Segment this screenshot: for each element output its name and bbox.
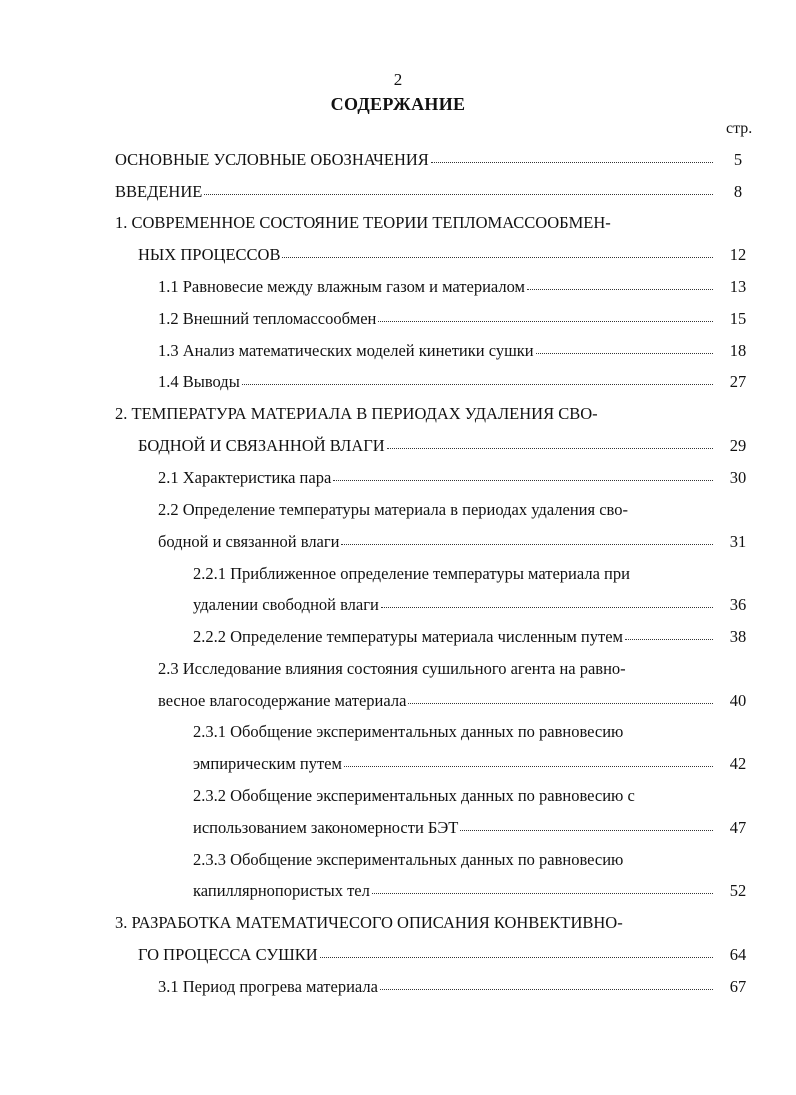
toc-entry[interactable]: БОДНОЙ И СВЯЗАННОЙ ВЛАГИ	[138, 434, 715, 458]
toc-page-number: 27	[729, 372, 747, 391]
toc-entry[interactable]: 3. РАЗРАБОТКА МАТЕМАТИЧЕСОГО ОПИСАНИЯ КОНВЕКТИВНО-	[115, 913, 623, 932]
toc-entry[interactable]: НЫХ ПРОЦЕССОВ	[138, 243, 715, 267]
toc-entry[interactable]: 3.1 Период прогрева материала	[158, 975, 715, 999]
toc-page-number: 47	[729, 818, 747, 837]
toc-entry[interactable]: 2.3 Исследование влияния состояния сушильного агента на равно-	[158, 659, 626, 678]
toc-entry[interactable]: 1.2 Внешний тепломассообмен	[158, 307, 715, 331]
toc-entry[interactable]: 2.2.2 Определение температуры материала численным путем	[193, 625, 715, 649]
page-title: СОДЕРЖАНИЕ	[330, 94, 466, 114]
toc-entry[interactable]: ГО ПРОЦЕССА СУШКИ	[138, 943, 715, 967]
toc-page-number: 8	[733, 182, 743, 201]
toc-entry[interactable]: 2.3.2 Обобщение экспериментальных данных по равновесию с	[193, 786, 635, 805]
toc-page-number: 15	[729, 309, 747, 328]
toc-page-number: 5	[733, 150, 743, 169]
toc-page-number: 38	[729, 627, 747, 646]
toc-entry[interactable]: весное влагосодержание материала	[158, 689, 715, 713]
toc-page-number: 30	[729, 468, 747, 487]
toc-entry[interactable]: ВВЕДЕНИЕ	[115, 180, 715, 204]
toc-page-number: 64	[729, 945, 747, 964]
toc-page-number: 31	[729, 532, 747, 551]
toc-page-number: 40	[729, 691, 747, 710]
toc-entry[interactable]: капиллярнопористых тел	[193, 879, 715, 903]
toc-entry[interactable]: 1. СОВРЕМЕННОЕ СОСТОЯНИЕ ТЕОРИИ ТЕПЛОМАССООБМЕН-	[115, 213, 611, 232]
toc-page-number: 12	[729, 245, 747, 264]
toc-page-number: 36	[729, 595, 747, 614]
toc-entry[interactable]: бодной и связанной влаги	[158, 530, 715, 554]
toc-entry[interactable]: ОСНОВНЫЕ УСЛОВНЫЕ ОБОЗНАЧЕНИЯ	[115, 148, 715, 172]
toc-page-number: 29	[729, 436, 747, 455]
toc-entry[interactable]: 2. ТЕМПЕРАТУРА МАТЕРИАЛА В ПЕРИОДАХ УДАЛЕНИЯ СВО-	[115, 404, 598, 423]
toc-entry[interactable]: 1.4 Выводы	[158, 370, 715, 394]
toc-entry[interactable]: 2.1 Характеристика пара	[158, 466, 715, 490]
toc-page-number: 52	[729, 881, 747, 900]
toc-page-number: 13	[729, 277, 747, 296]
page-column-label: стр.	[726, 120, 753, 137]
toc-page-number: 42	[729, 754, 747, 773]
toc-page-number: 67	[729, 977, 747, 996]
toc-entry[interactable]: 1.3 Анализ математических моделей кинетики сушки	[158, 339, 715, 363]
toc-entry[interactable]: эмпирическим путем	[193, 752, 715, 776]
toc-entry[interactable]: 2.3.3 Обобщение экспериментальных данных по равновесию	[193, 850, 624, 869]
toc-entry[interactable]: 2.2 Определение температуры материала в периодах удаления сво-	[158, 500, 628, 519]
page-number: 2	[393, 70, 403, 89]
toc-entry[interactable]: 2.3.1 Обобщение экспериментальных данных по равновесию	[193, 722, 624, 741]
toc-entry[interactable]: использованием закономерности БЭТ	[193, 816, 715, 840]
toc-page-number: 18	[729, 341, 747, 360]
toc-entry[interactable]: удалении свободной влаги	[193, 593, 715, 617]
toc-entry[interactable]: 2.2.1 Приближенное определение температуры материала при	[193, 564, 630, 583]
toc-entry[interactable]: 1.1 Равновесие между влажным газом и материалом	[158, 275, 715, 299]
